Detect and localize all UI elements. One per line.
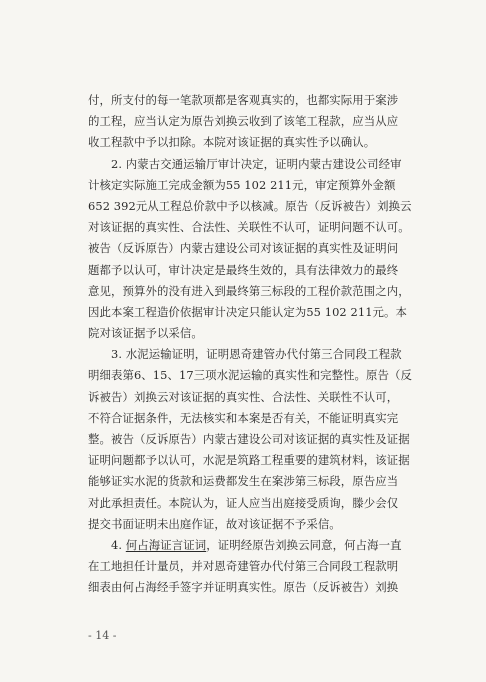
text-line: 明细表第6、15、17三项水泥运输的真实性和完整性。原告（反: [88, 368, 413, 383]
text-line: 证明问题都予以认可，水泥是筑路工程重要的建筑材料，该证据: [88, 453, 410, 468]
text-line: 在工地担任计量员，并对恩奇建管办代付第三合同段工程款明: [88, 559, 399, 574]
body-text: [88, 90, 418, 599]
text-line: 题都予以认可，审计决定是最终生效的，具有法律效力的最终: [88, 262, 399, 277]
text-line: 因此本案工程造价依据审计决定只能认定为55 102 211元。本: [88, 304, 408, 319]
paragraph-number: 4.: [111, 537, 126, 552]
text-line: 的工程，应当认定为原告刘换云收到了该笔工程款，应当从应: [88, 114, 399, 129]
text-line: 被告（反诉原告）内蒙古建设公司对该证据的真实性及证明问: [88, 241, 399, 256]
underlined-text: 何占海证言证词: [125, 537, 207, 552]
text-line: 对此承担责任。本院认为，证人应当出庭接受质询，滕少会仅: [88, 495, 399, 510]
text-line: 细表由何占海经手签字并证明真实性。原告（反诉被告）刘换: [88, 580, 399, 595]
text-line: 整。被告（反诉原告）内蒙古建设公司对该证据的真实性及证据: [88, 432, 410, 446]
text-line: 院对该证据予以采信。: [88, 326, 203, 341]
paragraph-start-line: [88, 535, 418, 556]
text-line: 能够证实水泥的货款和运费都发生在案涉第三标段，原告应当: [88, 474, 399, 489]
text-line: 652 392元从工程总价款中予以核减。原告（反诉被告）刘换云: [88, 198, 412, 213]
text-line: 计核定实际施工完成金额为55 102 211元，审定预算外金额: [88, 177, 396, 192]
text-line: 意见，预算外的没有进入到最终第三标段的工程价款范围之内，: [88, 283, 410, 298]
text-line: 不符合证据条件，无法核实和本案是否有关，不能证明真实完: [88, 410, 399, 425]
paragraph-start-line: 3. 水泥运输证明，证明恩奇建管办代付第三合同段工程款: [111, 347, 402, 362]
text-line: 诉被告）刘换云对该证据的真实性、合法性、关联性不认可，: [88, 389, 399, 404]
page-number: - 14 -: [88, 629, 117, 642]
text-line: 提交书面证明未出庭作证，故对该证据不予采信。: [88, 516, 341, 531]
inline-text: ，证明经原告刘换云同意，何占海一直: [206, 537, 402, 552]
text-line: 收工程款中予以扣除。本院对该证据的真实性予以确认。: [88, 135, 376, 150]
paragraph-start-line: 2. 内蒙古交通运输厅审计决定，证明内蒙古建设公司经审: [111, 156, 402, 171]
text-line: 付，所支付的每一笔款项都是客观真实的，也都实际用于案涉: [88, 93, 399, 107]
text-line: 对该证据的真实性、合法性、关联性不认可，证明问题不认可。: [88, 220, 410, 235]
